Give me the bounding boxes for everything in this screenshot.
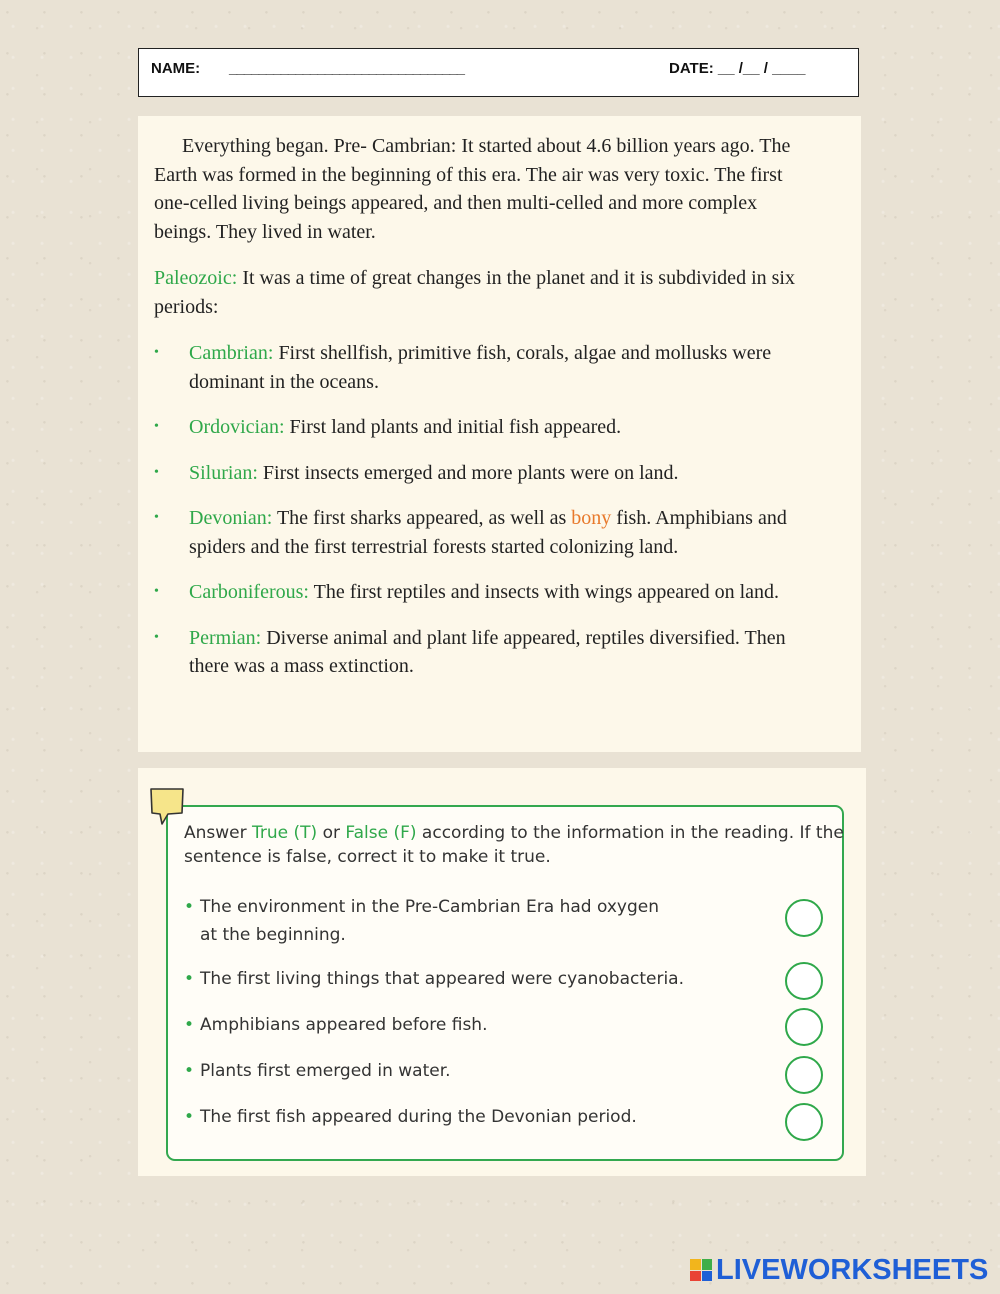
reading-passage (138, 116, 861, 752)
paleozoic-paragraph (154, 264, 811, 321)
period-text: fish. Amphibians and spiders and the first terrestrial forests started colonizing land. (189, 507, 787, 558)
question-text: Plants first emerged in water. (200, 1061, 451, 1081)
list-item (154, 504, 811, 561)
list-item (154, 578, 811, 607)
speech-bubble-icon (148, 786, 188, 826)
paleozoic-text: It was a time of great changes in the planet and it is subdivided in six periods: (154, 267, 795, 318)
question-text: Amphibians appeared before fish. (200, 1015, 488, 1035)
date-label: DATE: __ /__ / ____ (669, 60, 806, 77)
list-item (154, 624, 811, 681)
bullet-icon: • (184, 1015, 195, 1035)
periods-list (154, 339, 811, 681)
question-text: The environment in the Pre-Cambrian Era had oxygen (200, 897, 659, 917)
bullet-icon: • (154, 345, 159, 360)
name-date-header (138, 48, 859, 97)
period-text: First shellfish, primitive fish, corals, algae and mollusks were dominant in the oceans. (189, 342, 772, 393)
period-term: Silurian: (189, 461, 258, 484)
answer-circle-5[interactable] (785, 1103, 823, 1141)
question-1 (184, 893, 784, 949)
highlight-word: bony (571, 507, 612, 529)
period-term: Ordovician: (189, 416, 285, 438)
period-text: First land plants and initial fish appeared. (284, 416, 622, 438)
period-term: Permian: (189, 626, 262, 649)
list-item (154, 459, 811, 488)
period-term: Devonian: (189, 507, 273, 529)
period-text: Diverse animal and plant life appeared, reptiles diversified. Then there was a mass extinction. (189, 626, 786, 677)
logo-text: LIVEWORKSHEETS (716, 1253, 989, 1286)
bullet-icon: • (184, 1061, 195, 1081)
bullet-icon: • (154, 464, 159, 480)
false-label: False (F) (345, 823, 417, 843)
question-3 (184, 1011, 784, 1039)
intro-paragraph: Everything began. Pre- Cambrian: It started about 4.6 billion years ago. The Earth was formed in the beginning of this era. The air was very toxic. The first one-celled living beings appeared, and then multi-celled and more complex beings. They lived in water. (154, 135, 791, 243)
list-item (154, 339, 811, 396)
true-label: True (T) (252, 823, 318, 843)
bullet-icon: • (184, 1107, 195, 1127)
instr-text: Answer (184, 823, 253, 843)
instr-text: according to the information in the reading. If the sentence is false, correct it to make it true. (184, 823, 844, 867)
period-term: Carboniferous: (189, 581, 309, 603)
bullet-icon: • (154, 510, 159, 525)
question-text: The first fish appeared during the Devonian period. (200, 1107, 637, 1127)
period-text: First insects emerged and more plants were on land. (257, 461, 679, 484)
name-label: NAME: (151, 60, 201, 77)
answer-circle-3[interactable] (785, 1008, 823, 1046)
answer-circle-4[interactable] (785, 1056, 823, 1094)
period-term: Cambrian: (189, 342, 274, 364)
quiz-instructions (184, 821, 844, 869)
bullet-icon: • (184, 969, 195, 989)
question-text: The first living things that appeared were cyanobacteria. (200, 969, 684, 989)
bullet-icon: • (184, 897, 195, 917)
liveworksheets-logo (690, 1255, 988, 1285)
name-blank-line: ________________________________ (229, 60, 464, 77)
bullet-icon: • (154, 584, 159, 599)
question-4 (184, 1057, 784, 1085)
question-text: at the beginning. (200, 925, 346, 945)
paleozoic-term: Paleozoic: (154, 267, 238, 289)
answer-circle-1[interactable] (785, 899, 823, 937)
instr-text: or (317, 823, 346, 843)
bullet-icon: • (154, 419, 159, 434)
period-text: The first sharks appeared, as well as (272, 507, 572, 529)
list-item (154, 413, 811, 442)
quiz-panel (138, 768, 866, 1176)
question-5 (184, 1103, 784, 1131)
logo-mark-icon (690, 1259, 712, 1281)
answer-circle-2[interactable] (785, 962, 823, 1000)
period-text: The first reptiles and insects with wings appeared on land. (308, 581, 780, 603)
bullet-icon: • (154, 629, 159, 645)
question-2 (184, 965, 784, 993)
